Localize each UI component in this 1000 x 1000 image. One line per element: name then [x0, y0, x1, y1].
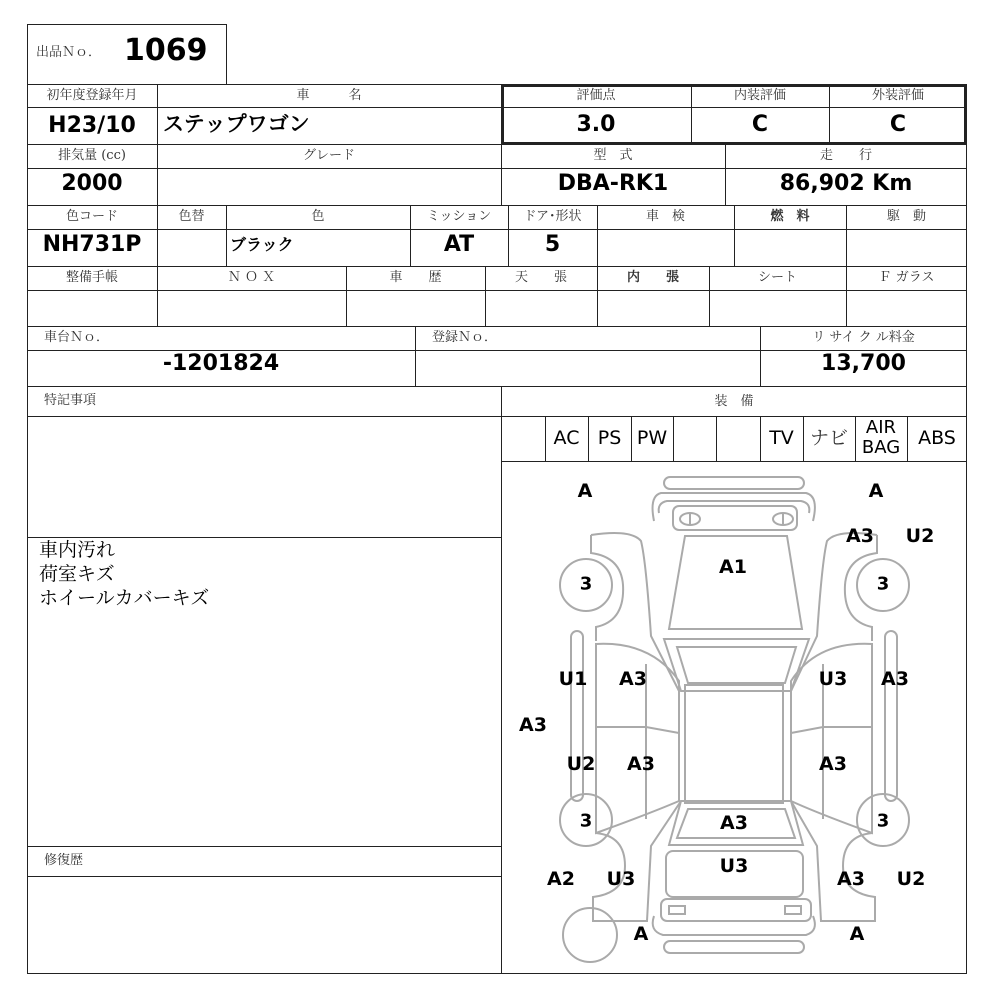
airbag-line-2: BAG: [861, 437, 901, 458]
mark-left-rear-door-a: A3: [627, 753, 655, 775]
door-value: 5: [544, 232, 561, 257]
note-line: 車内汚れ: [39, 539, 116, 561]
chassis-number-value: -1201824: [162, 351, 280, 376]
mark-rear-glass: A3: [720, 812, 748, 834]
note-line: ホイールカバーキズ: [39, 587, 210, 609]
lot-number-label: 出品Ｎｏ．: [36, 45, 102, 60]
model-label: 型 式: [593, 148, 633, 163]
lot-number-box: [27, 24, 227, 85]
car-name-label: 車 名: [296, 88, 362, 103]
mark-rear-right-corner: A: [849, 923, 865, 945]
mark-left-rear-wheel: 3: [579, 810, 593, 832]
mark-right-rear-quarter-a: A3: [837, 868, 865, 890]
equipment-tv: TV: [769, 427, 794, 449]
registration-number-label: 登録Ｎｏ．: [432, 330, 498, 345]
left-rear-fender: [593, 801, 681, 921]
car-name-value: ステップワゴン: [163, 112, 310, 136]
note-line: 荷室キズ: [39, 563, 115, 585]
mark-left-rear-quarter-a: A2: [547, 868, 575, 890]
lot-number-value: 1069: [124, 33, 208, 68]
notes-label: 特記事項: [44, 393, 97, 408]
spare-tire: [563, 908, 617, 962]
color-code-value: NH731P: [42, 232, 142, 257]
interior-trim-label: 内 張: [626, 270, 679, 285]
displacement-value: 2000: [61, 171, 123, 196]
first-registration-value: H23/10: [48, 113, 136, 138]
mark-left-front-door-u: U1: [558, 668, 588, 690]
mark-left-front-door-a: A3: [619, 668, 647, 690]
color-label: 色: [311, 209, 325, 224]
interior-rating-value: C: [751, 112, 769, 137]
color-value: ブラック: [230, 235, 294, 254]
rear-panel: [661, 899, 811, 921]
mark-left-side: A3: [519, 714, 547, 736]
left-side-skirt: [571, 631, 583, 801]
mark-right-front-door-a: A3: [881, 668, 909, 690]
equipment-airbag: [855, 418, 907, 458]
roof-lining-label: 天 張: [514, 270, 567, 285]
inspection-label: 車 検: [645, 209, 685, 224]
fuel-label: 燃 料: [770, 209, 810, 224]
equipment-navi: ナビ: [809, 427, 848, 449]
mark-right-front-door-u: U3: [818, 668, 848, 690]
exterior-rating-label: 外装評価: [871, 88, 924, 103]
door-label: ドア･形状: [523, 209, 582, 224]
front-bumper-top: [664, 477, 804, 489]
mileage-value: 86,902 Km: [779, 171, 913, 196]
model-value: DBA-RK1: [557, 171, 669, 196]
equipment-ps: PS: [597, 427, 622, 449]
mark-rear-left-corner: A: [633, 923, 649, 945]
mark-front-right-corner: A: [868, 480, 884, 502]
score-value: 3.0: [576, 112, 616, 137]
repair-history-label: 修復歴: [44, 853, 84, 868]
mark-right-rear-door-a: A3: [819, 753, 847, 775]
nox-label: Ｎ Ｏ Ｘ: [227, 270, 276, 285]
grade-label: グレード: [302, 148, 355, 163]
color-code-label: 色コード: [65, 209, 118, 224]
seat-label: シート: [757, 270, 797, 285]
front-glass-label: Ｆ ガラス: [878, 270, 935, 285]
mark-hood: A1: [719, 556, 747, 578]
mark-left-front-wheel: 3: [579, 573, 593, 595]
mark-right-front-wheel: 3: [876, 573, 890, 595]
displacement-label: 排気量 (cc): [58, 148, 126, 163]
notes-list: [39, 538, 209, 610]
mark-right-front-fender-u: U2: [905, 525, 935, 547]
hood: [669, 536, 802, 629]
chassis-number-label: 車台Ｎｏ．: [44, 330, 110, 345]
rear-bumper: [653, 916, 815, 935]
equipment-abs: ABS: [918, 427, 956, 449]
mission-value: AT: [443, 232, 475, 257]
equipment-ac: AC: [553, 427, 580, 449]
vehicle-history-label: 車 歴: [389, 270, 442, 285]
roof: [685, 685, 783, 803]
front-grille: [673, 506, 797, 530]
mark-front-left-corner: A: [577, 480, 593, 502]
mark-left-rear-door-u: U2: [566, 753, 596, 775]
recycle-fee-label: リ サイ ク ル料金: [812, 330, 915, 345]
equipment-pw: PW: [636, 427, 668, 449]
recycle-fee-value: 13,700: [821, 351, 906, 376]
car-damage-diagram: [501, 461, 967, 974]
exterior-rating-value: C: [889, 112, 907, 137]
mark-back-door: U3: [719, 855, 749, 877]
mark-right-rear-wheel: 3: [876, 810, 890, 832]
interior-rating-label: 内装評価: [733, 88, 786, 103]
mark-right-front-fender-a: A3: [846, 525, 874, 547]
windshield-inner: [677, 647, 796, 683]
mileage-label: 走 行: [819, 148, 872, 163]
airbag-line-1: AIR: [865, 417, 897, 438]
drive-label: 駆 動: [886, 209, 926, 224]
color-change-label: 色替: [178, 209, 205, 224]
score-label: 評価点: [576, 88, 616, 103]
maintenance-book-label: 整備手帳: [65, 270, 118, 285]
mark-left-rear-quarter-u: U3: [606, 868, 636, 890]
mark-right-rear-quarter-u: U2: [896, 868, 926, 890]
rear-bumper-bottom: [664, 941, 804, 953]
first-registration-label: 初年度登録年月: [46, 88, 138, 103]
right-side-skirt: [885, 631, 897, 801]
mission-label: ミッション: [426, 209, 492, 224]
equipment-label: 装 備: [714, 394, 754, 409]
